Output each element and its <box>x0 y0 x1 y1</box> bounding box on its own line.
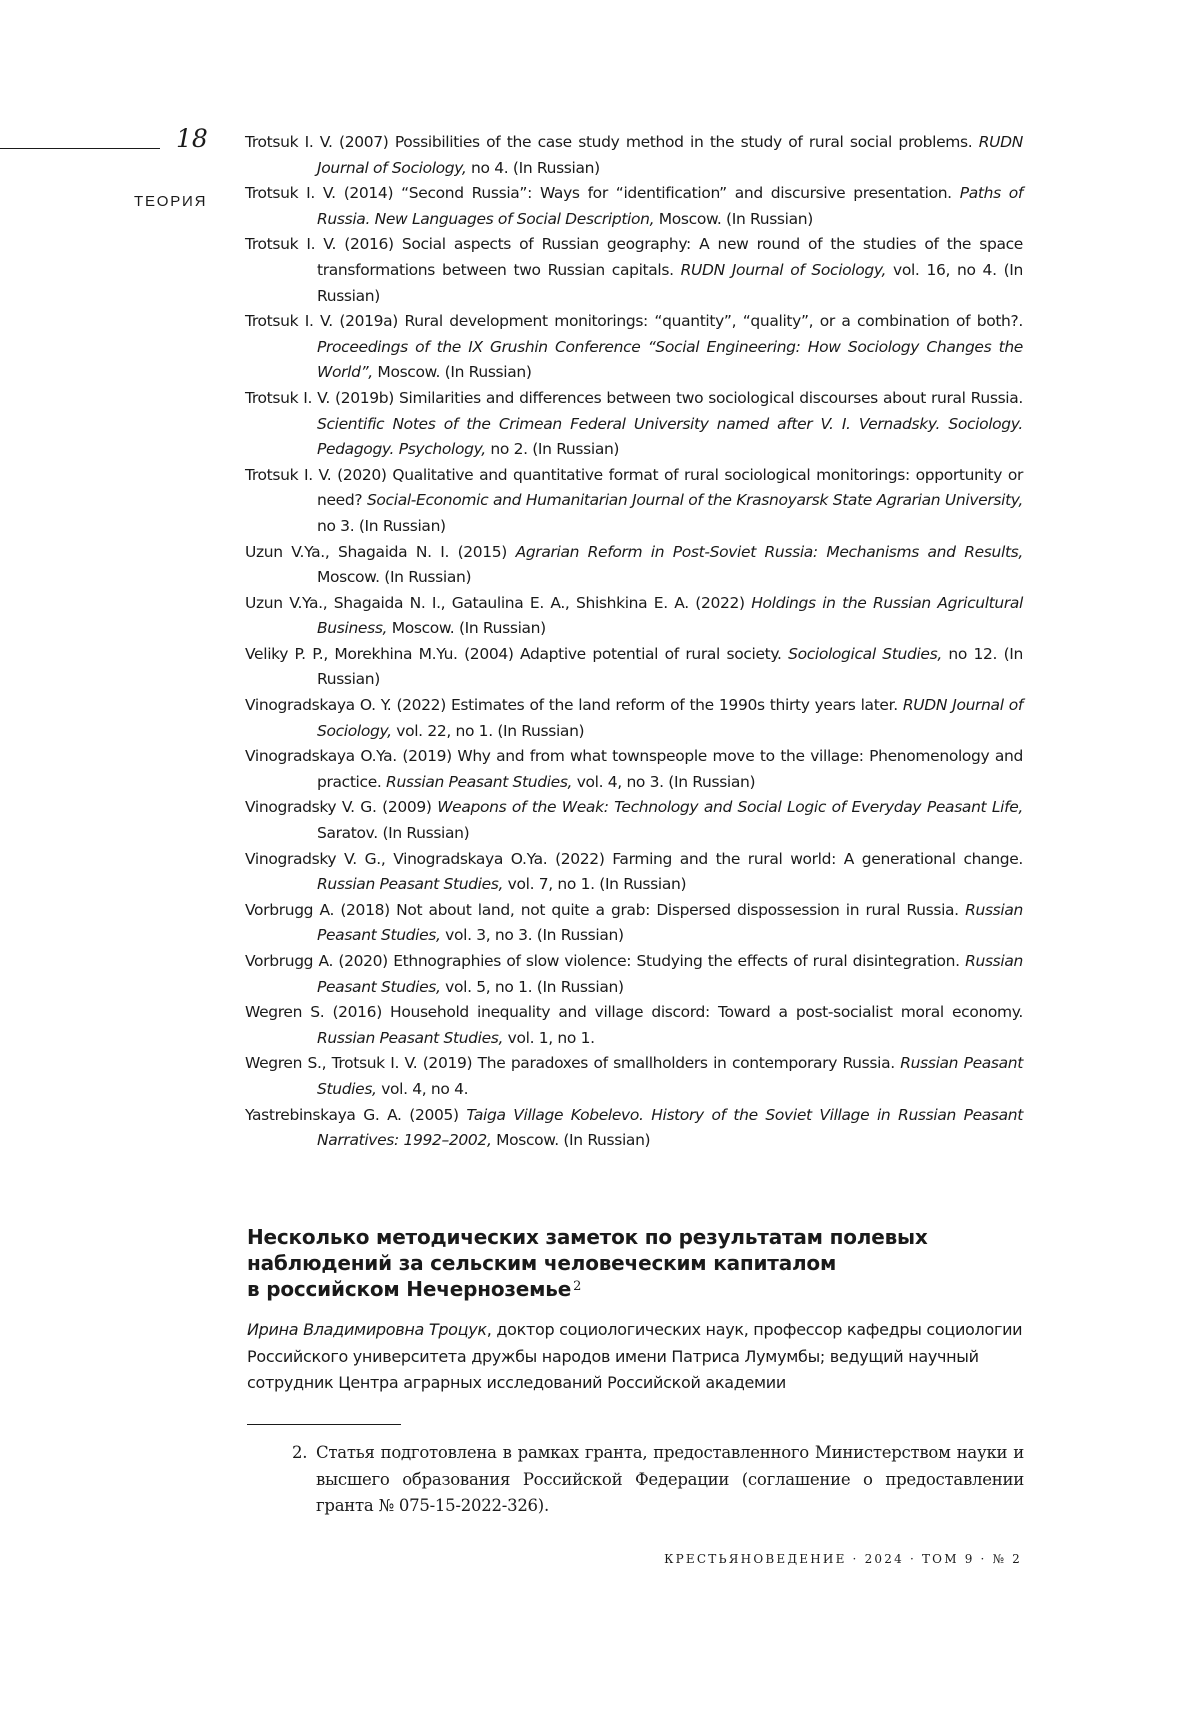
article-title-line-3: в российском Нечерноземье <box>247 1277 571 1301</box>
reference-item <box>245 898 1023 949</box>
reference-item <box>245 642 1023 693</box>
footnote-number: 2. <box>292 1440 307 1467</box>
reference-text: Vinogradsky V. G., Vinogradskaya O.Ya. (2022) Farming and the rural world: A generational change. <box>245 850 1023 868</box>
reference-source: Social-Economic and Humanitarian Journal of the Krasnoyarsk State Agrarian University, <box>367 491 1023 509</box>
reference-details: Moscow. (In Russian) <box>387 619 546 637</box>
reference-source: Russian Peasant Studies, <box>317 952 1023 996</box>
reference-item <box>245 1051 1023 1102</box>
reference-text: Veliky P. P., Morekhina M.Yu. (2004) Adaptive potential of rural society. <box>245 645 788 663</box>
reference-source: Agrarian Reform in Post-Soviet Russia: Mechanisms and Results, <box>516 543 1023 561</box>
reference-list <box>245 130 1023 1154</box>
reference-source: Taiga Village Kobelevo. History of the Soviet Village in Russian Peasant Narratives: 1992–2002, <box>317 1106 1023 1150</box>
reference-details: Saratov. (In Russian) <box>317 824 469 842</box>
title-footnote-mark[interactable]: 2 <box>573 1279 581 1294</box>
reference-details: Moscow. (In Russian) <box>373 363 532 381</box>
reference-details: vol. 7, no 1. (In Russian) <box>503 875 686 893</box>
reference-source: Russian Peasant Studies, <box>386 773 572 791</box>
reference-text: Trotsuk I. V. (2014) “Second Russia”: Ways for “identification” and discursive presentation. <box>245 184 960 202</box>
footnote <box>294 1440 1024 1520</box>
reference-source: RUDN Journal of Sociology, <box>681 261 886 279</box>
reference-text: Vorbrugg A. (2020) Ethnographies of slow violence: Studying the effects of rural disintegration. <box>245 952 965 970</box>
reference-source: Russian Peasant Studies, <box>317 1054 1023 1098</box>
reference-text: Wegren S. (2016) Household inequality and village discord: Toward a post-socialist moral economy. <box>245 1003 1023 1021</box>
reference-item <box>245 130 1023 181</box>
reference-source: Sociological Studies, <box>788 645 942 663</box>
reference-text: Vinogradskaya O. Y. (2022) Estimates of the land reform of the 1990s thirty years later. <box>245 696 903 714</box>
reference-item <box>245 463 1023 540</box>
reference-details: no 4. (In Russian) <box>466 159 599 177</box>
reference-item <box>245 181 1023 232</box>
page-header-rule <box>0 148 160 149</box>
reference-details: Moscow. (In Russian) <box>654 210 813 228</box>
reference-source: Scientific Notes of the Crimean Federal University named after V. I. Vernadsky. Sociology. Pedagogy. Psychology, <box>317 415 1023 459</box>
reference-text: Uzun V.Ya., Shagaida N. I., Gataulina E. A., Shishkina E. A. (2022) <box>245 594 751 612</box>
reference-text: Trotsuk I. V. (2007) Possibilities of the case study method in the study of rural social problems. <box>245 133 979 151</box>
reference-text: Trotsuk I. V. (2016) Social aspects of Russian geography: A new round of the studies of the space transformations between two Russian capitals. <box>245 235 1023 279</box>
article-title-line-1: Несколько методических заметок по результатам полевых <box>247 1225 928 1249</box>
reference-text: Uzun V.Ya., Shagaida N. I. (2015) <box>245 543 516 561</box>
reference-item <box>245 232 1023 309</box>
reference-source: Russian Peasant Studies, <box>317 875 503 893</box>
reference-details: vol. 3, no 3. (In Russian) <box>441 926 624 944</box>
reference-item <box>245 1000 1023 1051</box>
footnote-text: Статья подготовлена в рамках гранта, предоставленного Министерством науки и высшего образования Российской Федерации (соглашение о предоставлении гранта № 075-15-2022-326). <box>294 1440 1024 1520</box>
reference-details: vol. 16, no 4. (In Russian) <box>317 261 1023 305</box>
reference-text: Trotsuk I. V. (2019b) Similarities and differences between two sociological discourses about rural Russia. <box>245 389 1023 407</box>
reference-item <box>245 386 1023 463</box>
reference-source: RUDN Journal of Sociology, <box>317 696 1023 740</box>
footnote-rule <box>247 1424 401 1425</box>
reference-text: Yastrebinskaya G. A. (2005) <box>245 1106 466 1124</box>
reference-details: no 12. (In Russian) <box>317 645 1023 689</box>
author-name: Ирина Владимировна Троцук <box>247 1320 487 1339</box>
reference-details: Moscow. (In Russian) <box>317 568 471 586</box>
reference-item <box>245 591 1023 642</box>
reference-item <box>245 795 1023 846</box>
reference-details: no 2. (In Russian) <box>486 440 619 458</box>
reference-details: vol. 22, no 1. (In Russian) <box>392 722 585 740</box>
reference-item <box>245 744 1023 795</box>
reference-text: Vinogradsky V. G. (2009) <box>245 798 437 816</box>
author-info <box>247 1317 1027 1397</box>
running-footer: КРЕСТЬЯНОВЕДЕНИЕ · 2024 · ТОМ 9 · № 2 <box>664 1552 1022 1566</box>
reference-text: Vinogradskaya O.Ya. (2019) Why and from what townspeople move to the village: Phenomenology and practice. <box>245 747 1023 791</box>
reference-details: vol. 1, no 1. <box>503 1029 595 1047</box>
reference-item <box>245 847 1023 898</box>
reference-source: Russian Peasant Studies, <box>317 901 1023 945</box>
article-title-line-2: наблюдений за сельским человеческим капиталом <box>247 1251 836 1275</box>
reference-source: Paths of Russia. New Languages of Social Description, <box>317 184 1023 228</box>
reference-text: Vorbrugg A. (2018) Not about land, not quite a grab: Dispersed dispossession in rural Russia. <box>245 901 965 919</box>
reference-details: no 3. (In Russian) <box>317 517 446 535</box>
reference-details: Moscow. (In Russian) <box>492 1131 651 1149</box>
reference-text: Trotsuk I. V. (2020) Qualitative and quantitative format of rural sociological monitorings: opportunity or need? <box>245 466 1023 510</box>
reference-item <box>245 949 1023 1000</box>
reference-details: vol. 4, no 3. (In Russian) <box>572 773 755 791</box>
reference-source: Weapons of the Weak: Technology and Social Logic of Everyday Peasant Life, <box>437 798 1023 816</box>
section-label: ТЕОРИЯ <box>134 193 207 210</box>
reference-text: Trotsuk I. V. (2019a) Rural development monitorings: “quantity”, “quality”, or a combination of both?. <box>245 312 1023 330</box>
reference-item <box>245 309 1023 386</box>
author-affiliation: , доктор социологических наук, профессор кафедры социологии Российского университета дружбы народов имени Патриса Лумумбы; ведущий научный сотрудник Центра аграрных исследований Российской академии <box>247 1320 1022 1392</box>
reference-item <box>245 1103 1023 1154</box>
reference-source: Proceedings of the IX Grushin Conference “Social Engineering: How Sociology Changes the World”, <box>317 338 1023 382</box>
page-number: 18 <box>176 124 208 154</box>
reference-item <box>245 693 1023 744</box>
reference-source: Russian Peasant Studies, <box>317 1029 503 1047</box>
reference-details: vol. 4, no 4. <box>377 1080 469 1098</box>
reference-item <box>245 540 1023 591</box>
article-title <box>247 1224 1027 1302</box>
reference-details: vol. 5, no 1. (In Russian) <box>441 978 624 996</box>
reference-text: Wegren S., Trotsuk I. V. (2019) The paradoxes of smallholders in contemporary Russia. <box>245 1054 900 1072</box>
reference-source: RUDN Journal of Sociology, <box>317 133 1023 177</box>
reference-source: Holdings in the Russian Agricultural Business, <box>317 594 1023 638</box>
